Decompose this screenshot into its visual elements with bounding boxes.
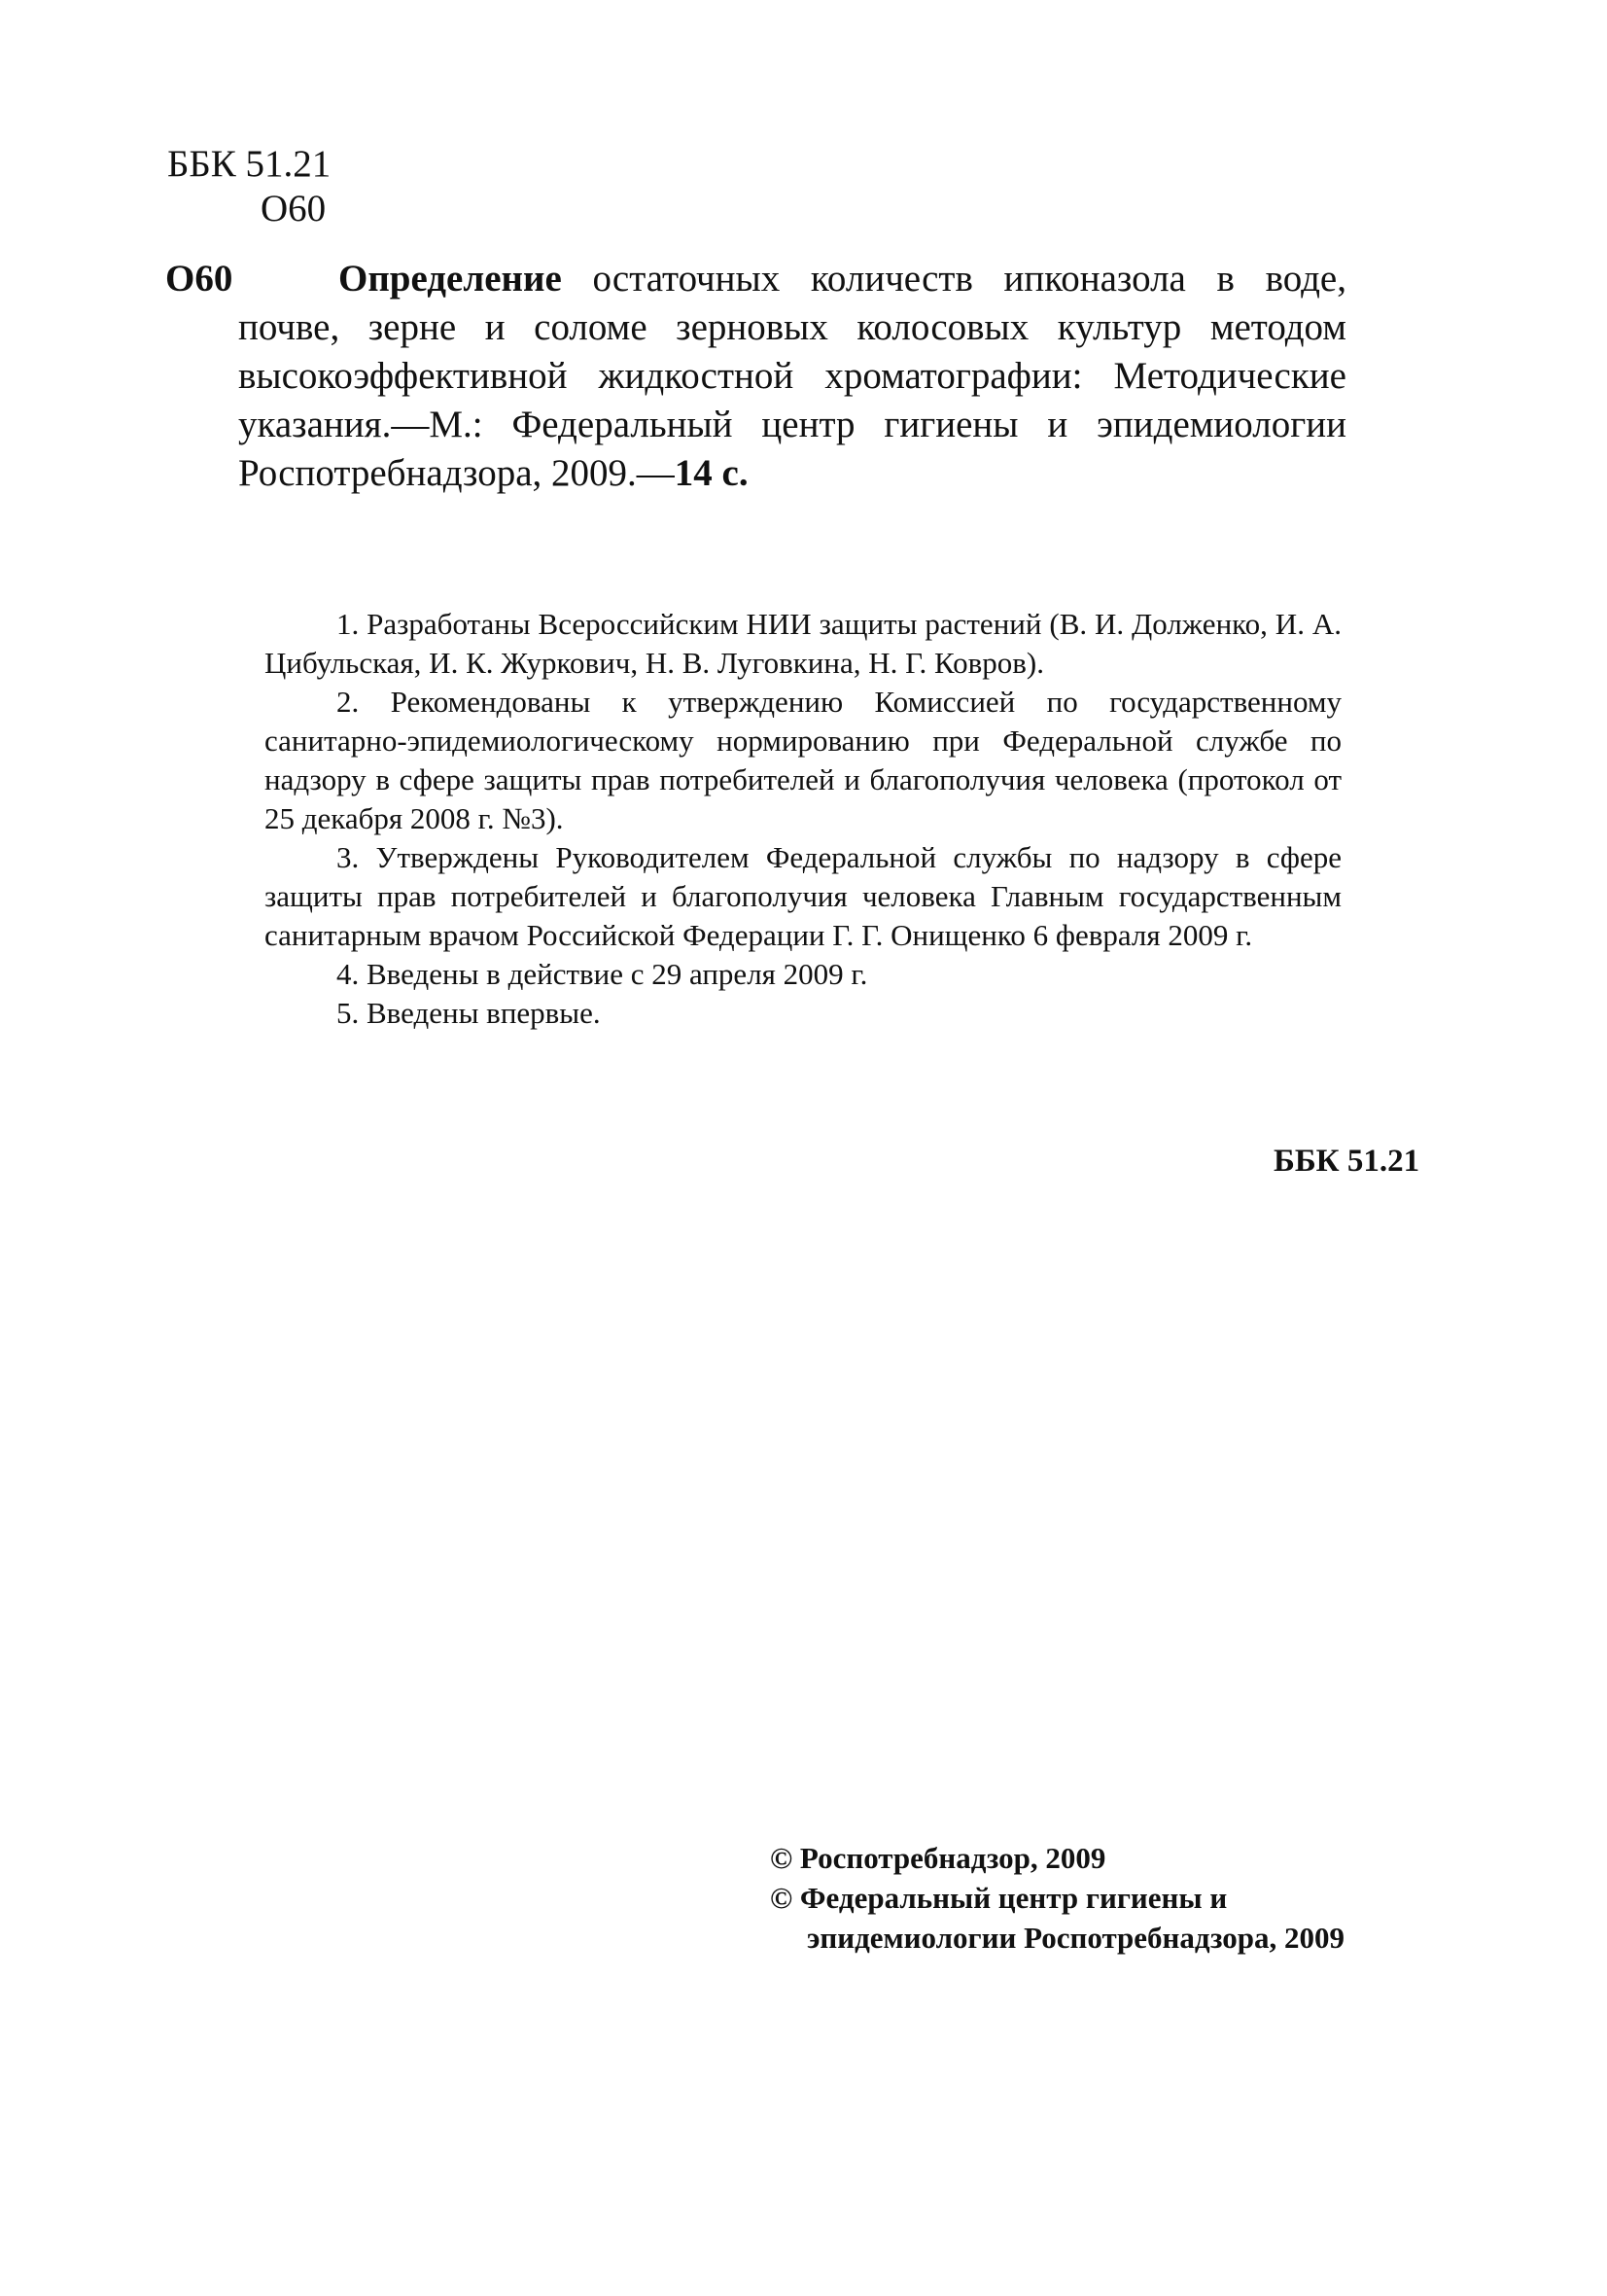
credit-item: 5. Введены впервые. [336, 996, 601, 1030]
copyright-line: © Роспотребнадзор, 2009 [770, 1841, 1106, 1875]
copyright-line: эпидемиологии Роспотребнадзора, 2009 [807, 1921, 1345, 1955]
credit-item: 4. Введены в действие с 29 апреля 2009 г. [336, 957, 868, 991]
entry-pages: 14 с. [674, 452, 749, 494]
copyright-line: © Федеральный центр гигиены и [770, 1881, 1228, 1915]
entry-body [238, 255, 1346, 498]
author-mark: O60 [261, 188, 327, 230]
bbk-code: ББК 51.21 [167, 143, 332, 185]
entry-description: остаточных количеств ипконазола в воде, почве, зерне и соломе зерновых колосовых культур методом высокоэффективной жидкостной хроматографии: Методические указания.—М.: Федеральный центр гигиены и эпидемиологии Роспотребнадзора, 2009.— [238, 258, 1346, 494]
entry-title-word: Определение [338, 258, 562, 300]
copyright-block [770, 1838, 1345, 1958]
bbk-footer-code: ББК 51.21 [1274, 1144, 1420, 1179]
credit-item: 1. Разработаны Всероссийским НИИ защиты растений (В. И. Долженко, И. А. Цибульская, И. К. Журкович, Н. В. Луговкина, Н. Г. Ковров). [264, 607, 1342, 680]
entry-index: O60 [165, 258, 233, 300]
credit-item: 3. Утверждены Руководителем Федеральной службы по надзору в сфере защиты прав потребителей и благополучия человека Главным государственным санитарным врачом Российской Федерации Г. Г. Онищенко 6 февраля 2009 г. [264, 840, 1342, 952]
credits-list [264, 605, 1342, 1033]
credit-item: 2. Рекомендованы к утверждению Комиссией по государственному санитарно-эпидемиологическому нормированию при Федеральной службе по надзору в сфере защиты прав потребителей и благополучия человека (протокол от 25 декабря 2008 г. №3). [264, 685, 1342, 835]
bbk-classification-header [167, 142, 331, 231]
